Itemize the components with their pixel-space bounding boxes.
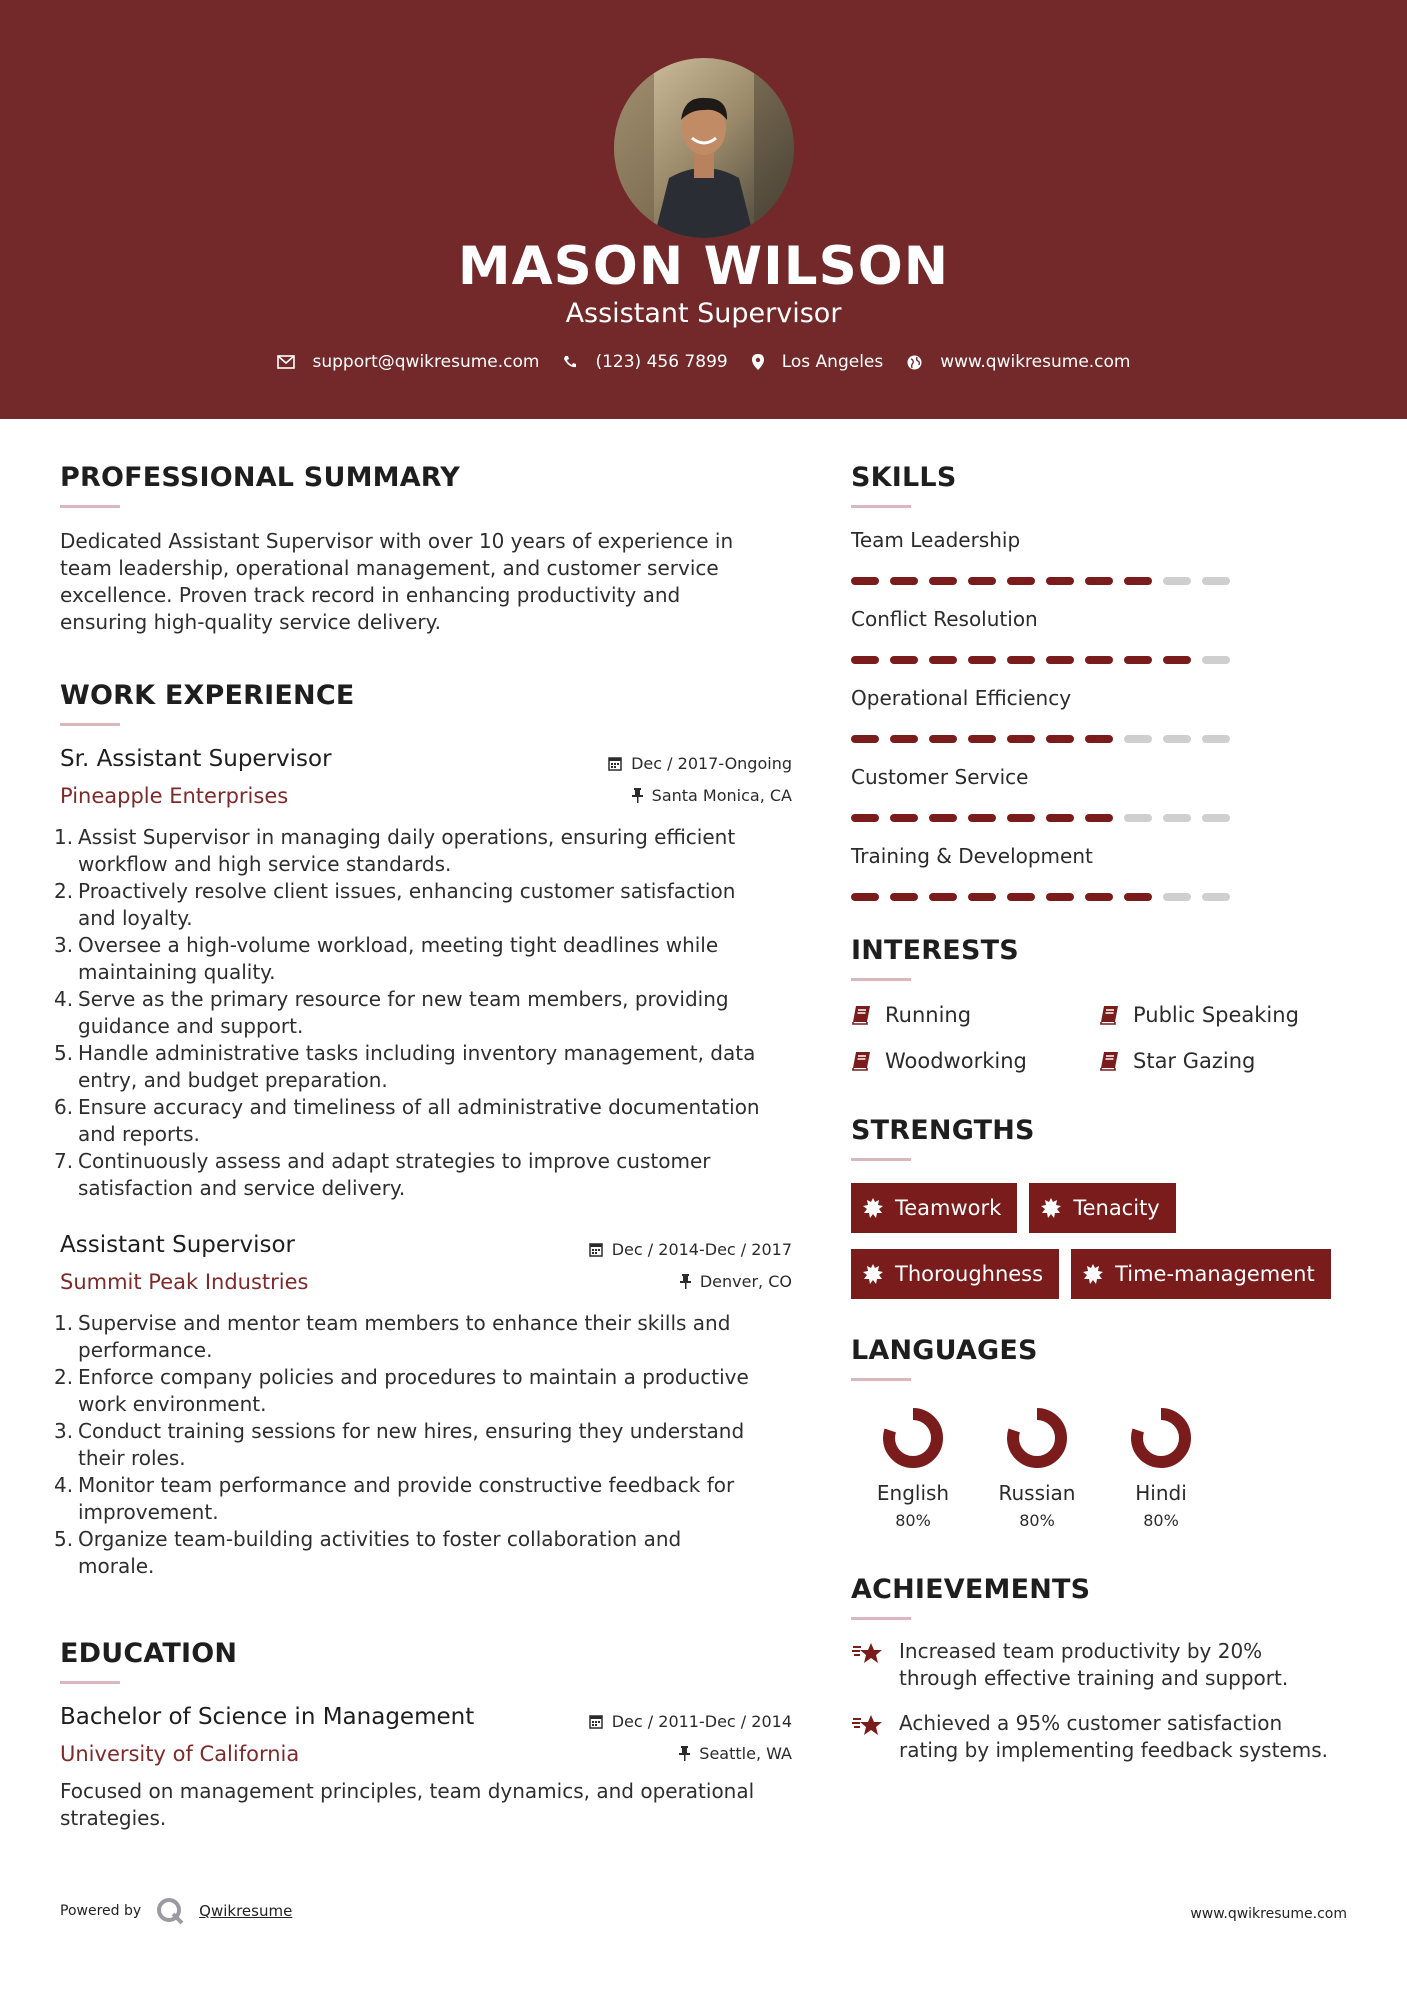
- heading-underline: [60, 723, 120, 726]
- item-line: Continuously assess and adapt strategies to improve customer: [78, 1149, 711, 1173]
- language-item: [1099, 1407, 1223, 1530]
- skills-list: [851, 528, 1351, 901]
- rating-dot-filled: [851, 814, 879, 822]
- rating-dot-filled: [929, 735, 957, 743]
- school-name: University of California: [60, 1742, 300, 1766]
- language-progress-arc: [1137, 1414, 1185, 1462]
- skill-name: Conflict Resolution: [851, 607, 1038, 631]
- language-percent: 80%: [1019, 1511, 1055, 1530]
- item-number: 6.: [54, 1095, 74, 1119]
- job-date-text: Dec / 2017-Ongoing: [631, 754, 792, 773]
- achievement-text: [899, 1638, 1288, 1692]
- location-text: Los Angeles: [781, 352, 884, 372]
- list-item: [54, 1472, 792, 1526]
- education-entry: [60, 1704, 792, 1832]
- phone-icon: [563, 355, 577, 369]
- globe-icon: [907, 355, 922, 370]
- rating-dot-empty: [1163, 577, 1191, 585]
- experience-heading: WORK EXPERIENCE: [60, 680, 355, 711]
- summary-line: Dedicated Assistant Supervisor with over 10 years of experience in: [60, 529, 734, 553]
- rating-dot-filled: [968, 893, 996, 901]
- rating-dot-filled: [1085, 735, 1113, 743]
- footer-website[interactable]: www.qwikresume.com: [1190, 1906, 1347, 1922]
- job-duties: [54, 1310, 792, 1580]
- interest-label: Public Speaking: [1133, 1003, 1299, 1027]
- rating-dot-empty: [1163, 814, 1191, 822]
- achievement-line: Achieved a 95% customer satisfaction: [899, 1711, 1283, 1735]
- trophy-star-icon: [851, 1713, 885, 1739]
- item-number: 5.: [54, 1527, 74, 1551]
- badge-burst-icon: [863, 1198, 883, 1218]
- rating-dot-filled: [1085, 577, 1113, 585]
- item-line: Serve as the primary resource for new team members, providing: [78, 987, 729, 1011]
- trophy-star-icon: [851, 1641, 885, 1667]
- rating-dot-filled: [929, 893, 957, 901]
- rating-dot-filled: [968, 577, 996, 585]
- contact-phone[interactable]: [563, 352, 727, 372]
- interest-item: [851, 1049, 1099, 1073]
- job-location-text: Denver, CO: [699, 1272, 792, 1291]
- pin-icon: [680, 1274, 691, 1289]
- skill-rating: [851, 656, 1351, 664]
- item-number: 5.: [54, 1041, 74, 1065]
- skill-name: Customer Service: [851, 765, 1029, 789]
- strength-label: Time-management: [1115, 1262, 1315, 1286]
- right-column: [851, 462, 1351, 1764]
- summary-line: excellence. Proven track record in enhancing productivity and: [60, 583, 681, 607]
- badge-burst-icon: [863, 1264, 883, 1284]
- skill-name: Training & Development: [851, 844, 1093, 868]
- heading-underline: [60, 505, 120, 508]
- contact-email[interactable]: [277, 352, 540, 372]
- item-line: Handle administrative tasks including inventory management, data: [78, 1041, 756, 1065]
- skill-rating: [851, 814, 1351, 822]
- item-number: 2.: [54, 879, 74, 903]
- rating-dot-empty: [1202, 735, 1230, 743]
- map-marker-icon: [752, 354, 764, 370]
- rating-dot-filled: [851, 893, 879, 901]
- strength-badge: [851, 1249, 1059, 1299]
- rating-dot-empty: [1124, 735, 1152, 743]
- candidate-title: Assistant Supervisor: [565, 298, 842, 329]
- item-number: 3.: [54, 933, 74, 957]
- language-item: [851, 1407, 975, 1530]
- item-number: 3.: [54, 1419, 74, 1443]
- skill-rating: [851, 577, 1351, 585]
- language-item: [975, 1407, 1099, 1530]
- interests-list: [851, 1003, 1351, 1073]
- rating-dot-filled: [1046, 735, 1074, 743]
- description-line: Focused on management principles, team dynamics, and operational: [60, 1779, 755, 1803]
- footer-powered-by: [60, 1896, 292, 1926]
- item-number: 4.: [54, 1473, 74, 1497]
- job-title: Assistant Supervisor: [60, 1232, 295, 1258]
- skill-rating: [851, 735, 1351, 743]
- rating-dot-filled: [1046, 814, 1074, 822]
- item-line: guidance and support.: [78, 1014, 304, 1038]
- strength-label: Thoroughness: [895, 1262, 1044, 1286]
- heading-underline: [851, 1378, 911, 1381]
- rating-dot-filled: [929, 814, 957, 822]
- rating-dot-filled: [1085, 814, 1113, 822]
- skills-section: [851, 462, 1351, 901]
- rating-dot-empty: [1163, 735, 1191, 743]
- rating-dot-filled: [929, 656, 957, 664]
- strength-badge: [1029, 1183, 1175, 1233]
- achievement-line: Increased team productivity by 20%: [899, 1639, 1263, 1663]
- item-number: 7.: [54, 1149, 74, 1173]
- description-line: strategies.: [60, 1806, 167, 1830]
- rating-dot-filled: [1124, 893, 1152, 901]
- languages-list: [851, 1407, 1351, 1530]
- rating-dot-filled: [968, 656, 996, 664]
- rating-dot-filled: [890, 814, 918, 822]
- achievement-line: rating by implementing feedback systems.: [899, 1738, 1328, 1762]
- rating-dot-filled: [851, 577, 879, 585]
- rating-dot-filled: [1046, 656, 1074, 664]
- summary-line: ensuring high-quality service delivery.: [60, 610, 441, 634]
- rating-dot-empty: [1163, 893, 1191, 901]
- rating-dot-filled: [929, 577, 957, 585]
- item-line: Organize team-building activities to foster collaboration and: [78, 1527, 682, 1551]
- interests-heading: INTERESTS: [851, 935, 1019, 966]
- rating-dot-filled: [1124, 656, 1152, 664]
- list-item: [54, 986, 792, 1040]
- rating-dot-filled: [890, 893, 918, 901]
- heading-underline: [851, 505, 911, 508]
- interest-label: Woodworking: [885, 1049, 1027, 1073]
- language-progress-arc: [889, 1414, 937, 1462]
- rating-dot-empty: [1124, 814, 1152, 822]
- book-icon: [1099, 1051, 1119, 1071]
- experience-section: [54, 680, 792, 1580]
- achievements-heading: ACHIEVEMENTS: [851, 1574, 1091, 1605]
- summary-line: team leadership, operational management, and customer service: [60, 556, 719, 580]
- heading-underline: [851, 1617, 911, 1620]
- achievement-item: [851, 1710, 1351, 1764]
- language-name: Hindi: [1135, 1481, 1187, 1505]
- item-line: Supervise and mentor team members to enhance their skills and: [78, 1311, 731, 1335]
- job-location: [632, 786, 792, 805]
- summary-text: [60, 528, 792, 636]
- achievement-text: [899, 1710, 1328, 1764]
- rating-dot-empty: [1202, 814, 1230, 822]
- list-item: [54, 1418, 792, 1472]
- rating-dot-filled: [851, 735, 879, 743]
- skill-rating: [851, 893, 1351, 901]
- language-name: Russian: [998, 1481, 1076, 1505]
- list-item: [54, 1040, 792, 1094]
- calendar-icon: [589, 1714, 603, 1729]
- skill-name: Operational Efficiency: [851, 686, 1072, 710]
- skill-item: [851, 607, 1351, 664]
- job-date-text: Dec / 2014-Dec / 2017: [611, 1240, 792, 1259]
- powered-by-text: Powered by: [60, 1903, 142, 1919]
- education-location: [679, 1744, 792, 1763]
- rating-dot-filled: [1046, 577, 1074, 585]
- job-date: [608, 754, 792, 773]
- left-column: [54, 462, 792, 1832]
- education-date: [589, 1712, 792, 1731]
- item-line: Proactively resolve client issues, enhancing customer satisfaction: [78, 879, 736, 903]
- education-section: [60, 1638, 792, 1832]
- item-number: 4.: [54, 987, 74, 1011]
- job-duties: [54, 824, 792, 1202]
- item-line: their roles.: [78, 1446, 186, 1470]
- item-line: satisfaction and service delivery.: [78, 1176, 406, 1200]
- contact-bar: [0, 352, 1407, 372]
- profile-photo: [614, 58, 794, 238]
- item-line: Ensure accuracy and timeliness of all administrative documentation: [78, 1095, 760, 1119]
- rating-dot-filled: [1007, 814, 1035, 822]
- education-heading: EDUCATION: [60, 1638, 238, 1669]
- item-line: Conduct training sessions for new hires, ensuring they understand: [78, 1419, 745, 1443]
- language-progress-ring: [1006, 1407, 1068, 1469]
- list-item: [54, 1364, 792, 1418]
- list-item: [54, 1148, 792, 1202]
- rating-dot-filled: [1007, 735, 1035, 743]
- contact-location: [752, 352, 884, 372]
- book-icon: [851, 1005, 871, 1025]
- strengths-list: [851, 1183, 1371, 1315]
- rating-dot-empty: [1202, 893, 1230, 901]
- pin-icon: [679, 1746, 690, 1761]
- rating-dot-filled: [1007, 577, 1035, 585]
- header-banner: [0, 0, 1407, 419]
- qwikresume-logo-icon: [155, 1896, 185, 1926]
- language-percent: 80%: [1143, 1511, 1179, 1530]
- calendar-icon: [589, 1242, 603, 1257]
- rating-dot-filled: [968, 814, 996, 822]
- achievement-item: [851, 1638, 1351, 1692]
- language-name: English: [876, 1481, 950, 1505]
- strengths-heading: STRENGTHS: [851, 1115, 1035, 1146]
- phone-text: (123) 456 7899: [595, 352, 728, 372]
- company-name: Summit Peak Industries: [60, 1270, 309, 1294]
- interest-label: Running: [885, 1003, 972, 1027]
- envelope-icon: [277, 355, 295, 369]
- skill-item: [851, 765, 1351, 822]
- job-location-text: Santa Monica, CA: [651, 786, 792, 805]
- languages-heading: LANGUAGES: [851, 1335, 1038, 1366]
- company-name: Pineapple Enterprises: [60, 784, 289, 808]
- item-line: workflow and high service standards.: [78, 852, 452, 876]
- rating-dot-filled: [890, 577, 918, 585]
- item-line: performance.: [78, 1338, 213, 1362]
- rating-dot-filled: [1007, 893, 1035, 901]
- education-date-text: Dec / 2011-Dec / 2014: [611, 1712, 792, 1731]
- rating-dot-empty: [1202, 656, 1230, 664]
- item-number: 2.: [54, 1365, 74, 1389]
- list-item: [54, 1094, 792, 1148]
- degree-title: Bachelor of Science in Management: [60, 1704, 475, 1730]
- rating-dot-filled: [1007, 656, 1035, 664]
- badge-burst-icon: [1083, 1264, 1103, 1284]
- calendar-icon: [608, 756, 622, 771]
- item-line: morale.: [78, 1554, 155, 1578]
- book-icon: [1099, 1005, 1119, 1025]
- interest-item: [1099, 1003, 1347, 1027]
- item-line: and reports.: [78, 1122, 200, 1146]
- job-date: [589, 1240, 792, 1259]
- rating-dot-filled: [851, 656, 879, 664]
- skill-item: [851, 528, 1351, 585]
- skill-item: [851, 686, 1351, 743]
- rating-dot-filled: [1124, 577, 1152, 585]
- rating-dot-empty: [1202, 577, 1230, 585]
- item-line: and loyalty.: [78, 906, 193, 930]
- item-line: Enforce company policies and procedures to maintain a productive: [78, 1365, 749, 1389]
- rating-dot-filled: [890, 735, 918, 743]
- website-text: www.qwikresume.com: [940, 352, 1131, 372]
- item-line: Assist Supervisor in managing daily operations, ensuring efficient: [78, 825, 736, 849]
- item-line: maintaining quality.: [78, 960, 276, 984]
- education-description: [60, 1778, 792, 1832]
- item-line: entry, and budget preparation.: [78, 1068, 388, 1092]
- strength-label: Teamwork: [895, 1196, 1002, 1220]
- item-line: Monitor team performance and provide constructive feedback for: [78, 1473, 735, 1497]
- strength-badge: [851, 1183, 1017, 1233]
- list-item: [54, 878, 792, 932]
- rating-dot-filled: [968, 735, 996, 743]
- heading-underline: [851, 978, 911, 981]
- education-location-text: Seattle, WA: [699, 1744, 792, 1763]
- summary-section: [60, 462, 792, 636]
- badge-burst-icon: [1041, 1198, 1061, 1218]
- strength-badge: [1071, 1249, 1331, 1299]
- item-number: 1.: [54, 825, 74, 849]
- job-title: Sr. Assistant Supervisor: [60, 746, 332, 772]
- interest-label: Star Gazing: [1133, 1049, 1256, 1073]
- interest-item: [851, 1003, 1099, 1027]
- email-text: support@qwikresume.com: [312, 352, 540, 372]
- candidate-name: MASON WILSON: [457, 236, 950, 297]
- strength-label: Tenacity: [1073, 1196, 1160, 1220]
- job-location: [680, 1272, 792, 1291]
- heading-underline: [851, 1158, 911, 1161]
- brand-link[interactable]: Qwikresume: [199, 1902, 293, 1920]
- item-line: work environment.: [78, 1392, 267, 1416]
- job-entry: [54, 746, 792, 1202]
- list-item: [54, 1526, 792, 1580]
- rating-dot-filled: [1046, 893, 1074, 901]
- item-line: Oversee a high-volume workload, meeting tight deadlines while: [78, 933, 719, 957]
- list-item: [54, 1310, 792, 1364]
- book-icon: [851, 1051, 871, 1071]
- rating-dot-filled: [1085, 893, 1113, 901]
- rating-dot-filled: [890, 656, 918, 664]
- language-progress-arc: [1013, 1414, 1061, 1462]
- job-entry: [54, 1232, 792, 1580]
- skill-item: [851, 844, 1351, 901]
- heading-underline: [60, 1681, 120, 1684]
- item-line: improvement.: [78, 1500, 219, 1524]
- item-number: 1.: [54, 1311, 74, 1335]
- language-percent: 80%: [895, 1511, 931, 1530]
- rating-dot-filled: [1163, 656, 1191, 664]
- pin-icon: [632, 788, 643, 803]
- languages-section: [851, 1335, 1351, 1530]
- skill-name: Team Leadership: [851, 528, 1021, 552]
- summary-heading: PROFESSIONAL SUMMARY: [60, 462, 461, 493]
- achievement-line: through effective training and support.: [899, 1666, 1289, 1690]
- rating-dot-filled: [1085, 656, 1113, 664]
- list-item: [54, 932, 792, 986]
- language-progress-ring: [882, 1407, 944, 1469]
- interest-item: [1099, 1049, 1347, 1073]
- interests-section: [851, 935, 1351, 1073]
- language-progress-ring: [1130, 1407, 1192, 1469]
- skills-heading: SKILLS: [851, 462, 957, 493]
- strengths-section: [851, 1115, 1351, 1315]
- contact-website[interactable]: [907, 352, 1130, 372]
- list-item: [54, 824, 792, 878]
- achievements-section: [851, 1574, 1351, 1764]
